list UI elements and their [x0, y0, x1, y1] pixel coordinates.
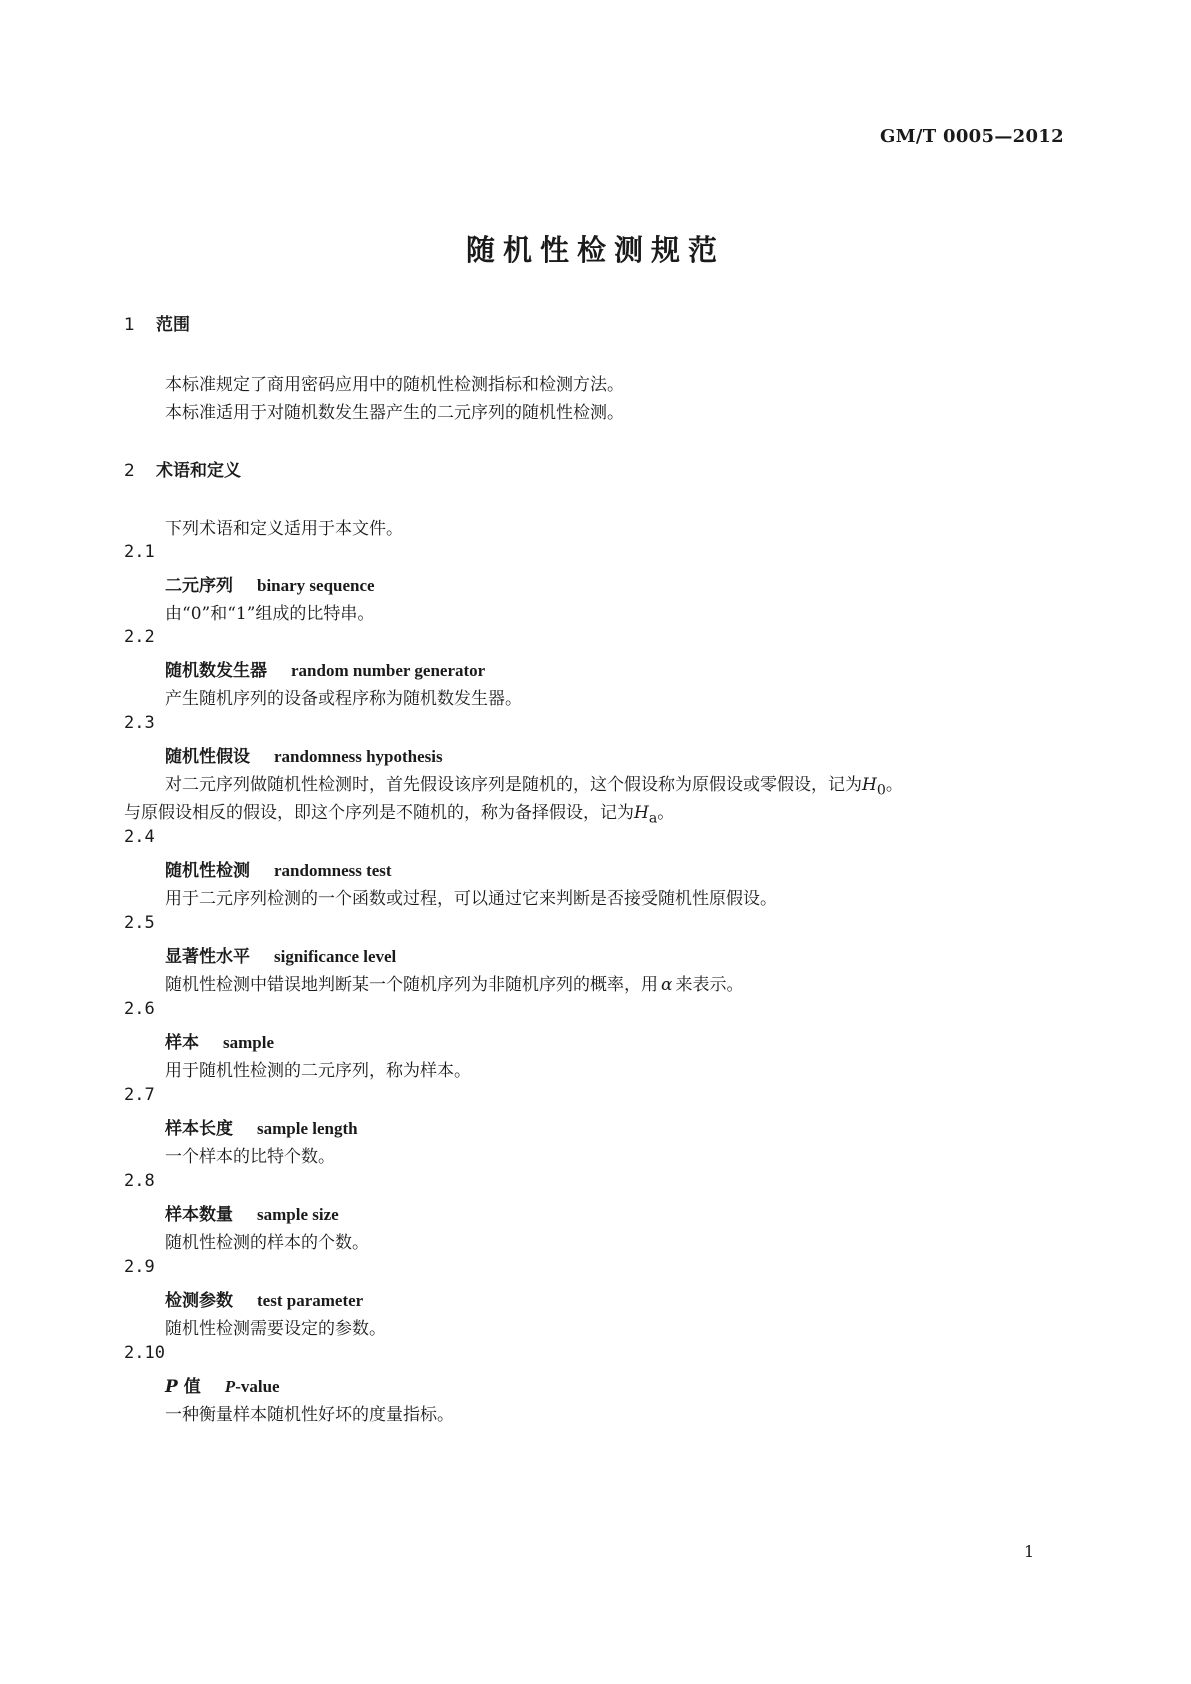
- section-number: 2: [124, 461, 135, 481]
- term-heading: [165, 742, 443, 767]
- section-number: 1: [124, 315, 135, 335]
- p-symbol: P: [224, 1377, 236, 1396]
- term-heading: [165, 942, 396, 967]
- clause-number: 2.3: [124, 713, 155, 733]
- term-en: randomness test: [274, 861, 392, 880]
- term-definition-line-2: [124, 798, 674, 826]
- term-zh: 样本长度: [165, 1119, 233, 1139]
- terms-intro: 下列术语和定义适用于本文件。: [165, 519, 403, 539]
- term-definition: 用于随机性检测的二元序列，称为样本。: [165, 1061, 471, 1081]
- alt-hypothesis-subscript: a: [648, 810, 658, 827]
- null-hypothesis-subscript: 0: [876, 782, 886, 799]
- clause-number: 2.4: [124, 827, 155, 847]
- page-number: 1: [1024, 1542, 1035, 1561]
- definition-punct: 。: [657, 803, 675, 823]
- term-definition: 一种衡量样本随机性好坏的度量指标。: [165, 1405, 454, 1425]
- clause-number: 2.5: [124, 913, 155, 933]
- term-zh: 随机性假设: [165, 747, 250, 767]
- term-en: random number generator: [291, 661, 486, 680]
- term-heading: [165, 1114, 358, 1139]
- term-en: [225, 1377, 280, 1396]
- term-en: test parameter: [257, 1291, 364, 1310]
- document-title: 随机性检测规范: [465, 233, 725, 267]
- section-title: 范围: [156, 315, 190, 335]
- term-zh: 随机数发生器: [165, 661, 267, 681]
- definition-text: 对二元序列做随机性检测时，首先假设该序列是随机的，这个假设称为原假设或零假设，记为: [165, 775, 862, 795]
- definition-text: 随机性检测中错误地判断某一个随机序列为非随机序列的概率，用: [165, 975, 658, 995]
- term-zh: 值: [183, 1377, 201, 1397]
- section-heading-terms: [124, 456, 241, 481]
- clause-number: 2.8: [124, 1171, 155, 1191]
- term-en: sample length: [257, 1119, 358, 1138]
- term-definition: [165, 970, 743, 995]
- term-zh: 显著性水平: [165, 947, 250, 967]
- term-en: randomness hypothesis: [274, 747, 443, 766]
- term-definition: 用于二元序列检测的一个函数或过程，可以通过它来判断是否接受随机性原假设。: [165, 889, 777, 909]
- term-en: sample: [223, 1033, 274, 1052]
- scope-paragraph-1: 本标准规定了商用密码应用中的随机性检测指标和检测方法。: [165, 375, 624, 395]
- term-heading: [165, 1028, 274, 1053]
- term-definition: 随机性检测的样本的个数。: [165, 1233, 369, 1253]
- term-definition: 由“0”和“1”组成的比特串。: [165, 604, 375, 624]
- clause-number: 2.9: [124, 1257, 155, 1277]
- term-zh: 样本: [165, 1033, 199, 1053]
- clause-number: 2.6: [124, 999, 155, 1019]
- term-definition: 产生随机序列的设备或程序称为随机数发生器。: [165, 689, 522, 709]
- p-symbol: P: [165, 1377, 178, 1397]
- term-zh: 二元序列: [165, 576, 233, 596]
- definition-text: 与原假设相反的假设，即这个序列是不随机的，称为备择假设，记为: [124, 803, 634, 823]
- term-heading: [165, 656, 485, 681]
- term-zh: 样本数量: [165, 1205, 233, 1225]
- term-en: binary sequence: [257, 576, 375, 595]
- alt-hypothesis-symbol: H: [634, 803, 649, 823]
- section-heading-scope: [124, 310, 190, 335]
- clause-number: 2.2: [124, 627, 155, 647]
- clause-number: 2.7: [124, 1085, 155, 1105]
- standard-code: GM/T 0005—2012: [880, 126, 1064, 147]
- term-en: sample size: [257, 1205, 339, 1224]
- term-definition: 随机性检测需要设定的参数。: [165, 1319, 386, 1339]
- term-zh: 检测参数: [165, 1291, 233, 1311]
- clause-number: 2.1: [124, 542, 155, 562]
- section-title: 术语和定义: [156, 461, 241, 481]
- term-en-suffix: -value: [235, 1377, 280, 1396]
- term-en: significance level: [274, 947, 397, 966]
- term-definition-line-1: [165, 770, 903, 798]
- definition-punct: 。: [885, 775, 903, 795]
- clause-number: 2.10: [124, 1343, 165, 1363]
- term-heading: [165, 1372, 280, 1397]
- alpha-symbol: α: [661, 975, 673, 995]
- term-definition: 一个样本的比特个数。: [165, 1147, 335, 1167]
- term-zh: 随机性检测: [165, 861, 250, 881]
- term-heading: [165, 571, 375, 596]
- term-heading: [165, 1200, 339, 1225]
- scope-paragraph-2: 本标准适用于对随机数发生器产生的二元序列的随机性检测。: [165, 403, 624, 423]
- term-heading: [165, 856, 392, 881]
- null-hypothesis-symbol: H: [862, 775, 877, 795]
- term-heading: [165, 1286, 363, 1311]
- definition-text: 来表示。: [675, 975, 744, 995]
